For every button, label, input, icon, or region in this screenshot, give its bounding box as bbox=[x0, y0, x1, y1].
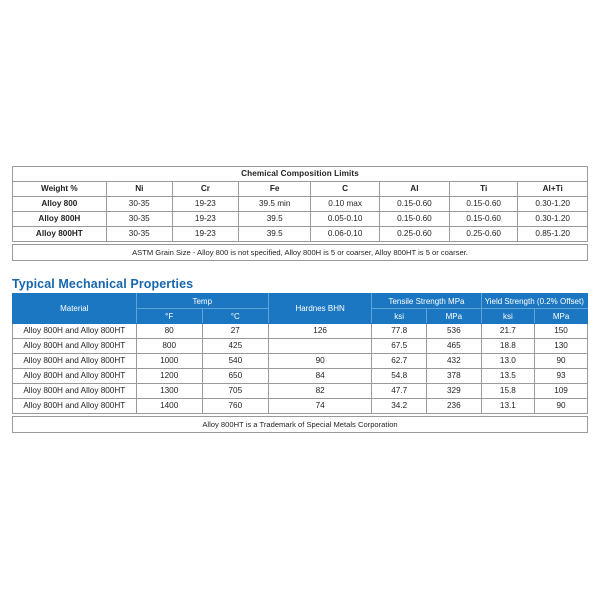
mechanical-cell-temp-c: 27 bbox=[202, 324, 268, 339]
chemical-cell-fe: 39.5 bbox=[238, 227, 310, 242]
chemical-cell-material: Alloy 800H bbox=[13, 212, 107, 227]
mechanical-subcol-yield-ksi: ksi bbox=[481, 309, 534, 324]
mechanical-col-hardness: Hardnes BHN bbox=[268, 294, 372, 324]
table-row bbox=[13, 324, 588, 339]
chemical-banner-title: Chemical Composition Limits bbox=[13, 167, 588, 182]
mechanical-cell-temp-c: 760 bbox=[202, 399, 268, 414]
mechanical-col-tensile: Tensile Strength MPa bbox=[372, 294, 481, 309]
mechanical-cell-temp-c: 425 bbox=[202, 339, 268, 354]
mechanical-cell-yield-ksi: 13.5 bbox=[481, 369, 534, 384]
mechanical-cell-material: Alloy 800H and Alloy 800HT bbox=[13, 324, 137, 339]
table-row bbox=[13, 384, 588, 399]
mechanical-cell-tensile-mpa: 465 bbox=[427, 339, 482, 354]
mechanical-footnote-row bbox=[13, 417, 588, 433]
chemical-cell-ti: 0.15-0.60 bbox=[449, 212, 517, 227]
chemical-cell-fe: 39.5 min bbox=[238, 197, 310, 212]
mechanical-cell-temp-c: 705 bbox=[202, 384, 268, 399]
chemical-footnote-row bbox=[13, 245, 588, 261]
chemical-cell-cr: 19-23 bbox=[172, 197, 238, 212]
mechanical-cell-temp-c: 540 bbox=[202, 354, 268, 369]
chemical-cell-al: 0.25-0.60 bbox=[379, 227, 449, 242]
mechanical-cell-tensile-ksi: 67.5 bbox=[372, 339, 427, 354]
chemical-col-ti: Ti bbox=[449, 182, 517, 197]
mechanical-cell-yield-mpa: 90 bbox=[535, 354, 588, 369]
mechanical-cell-yield-mpa: 130 bbox=[535, 339, 588, 354]
mechanical-properties-table bbox=[12, 293, 588, 433]
mechanical-cell-tensile-mpa: 536 bbox=[427, 324, 482, 339]
chemical-col-ni: Ni bbox=[106, 182, 172, 197]
mechanical-cell-yield-mpa: 150 bbox=[535, 324, 588, 339]
mechanical-properties-section bbox=[12, 277, 588, 433]
mechanical-cell-hardness: 84 bbox=[268, 369, 372, 384]
chemical-cell-c: 0.06-0.10 bbox=[311, 227, 379, 242]
mechanical-cell-tensile-mpa: 378 bbox=[427, 369, 482, 384]
chemical-col-weight: Weight % bbox=[13, 182, 107, 197]
chemical-cell-ti: 0.25-0.60 bbox=[449, 227, 517, 242]
chemical-cell-ni: 30-35 bbox=[106, 197, 172, 212]
table-row bbox=[13, 227, 588, 242]
chemical-composition-table bbox=[12, 166, 588, 261]
mechanical-cell-hardness: 82 bbox=[268, 384, 372, 399]
mechanical-subcol-temp-c: °C bbox=[202, 309, 268, 324]
mechanical-cell-temp-c: 650 bbox=[202, 369, 268, 384]
chemical-cell-cr: 19-23 bbox=[172, 212, 238, 227]
mechanical-cell-material: Alloy 800H and Alloy 800HT bbox=[13, 399, 137, 414]
mechanical-cell-material: Alloy 800H and Alloy 800HT bbox=[13, 384, 137, 399]
mechanical-cell-tensile-ksi: 47.7 bbox=[372, 384, 427, 399]
table-row bbox=[13, 339, 588, 354]
page-title: Typical Mechanical Properties bbox=[12, 277, 194, 291]
chemical-cell-ti: 0.15-0.60 bbox=[449, 197, 517, 212]
mechanical-cell-material: Alloy 800H and Alloy 800HT bbox=[13, 354, 137, 369]
chemical-footnote: ASTM Grain Size - Alloy 800 is not specified, Alloy 800H is 5 or coarser, Alloy 800HT is 5 or coarser. bbox=[13, 245, 588, 261]
chemical-cell-material: Alloy 800HT bbox=[13, 227, 107, 242]
mechanical-cell-material: Alloy 800H and Alloy 800HT bbox=[13, 339, 137, 354]
chemical-col-fe: Fe bbox=[238, 182, 310, 197]
mechanical-cell-material: Alloy 800H and Alloy 800HT bbox=[13, 369, 137, 384]
mechanical-subcol-temp-f: °F bbox=[136, 309, 202, 324]
mechanical-col-material: Material bbox=[13, 294, 137, 324]
mechanical-cell-hardness bbox=[268, 339, 372, 354]
mechanical-cell-tensile-mpa: 236 bbox=[427, 399, 482, 414]
chemical-cell-c: 0.05-0.10 bbox=[311, 212, 379, 227]
mechanical-subcol-yield-mpa: MPa bbox=[535, 309, 588, 324]
mechanical-cell-tensile-ksi: 34.2 bbox=[372, 399, 427, 414]
chemical-cell-al: 0.15-0.60 bbox=[379, 212, 449, 227]
mechanical-cell-temp-f: 80 bbox=[136, 324, 202, 339]
mechanical-cell-tensile-mpa: 432 bbox=[427, 354, 482, 369]
chemical-col-alti: Al+Ti bbox=[518, 182, 588, 197]
mechanical-cell-hardness: 126 bbox=[268, 324, 372, 339]
mechanical-group-header-row bbox=[13, 294, 588, 309]
table-row bbox=[13, 212, 588, 227]
chemical-cell-ni: 30-35 bbox=[106, 212, 172, 227]
table-row bbox=[13, 399, 588, 414]
mechanical-cell-tensile-ksi: 54.8 bbox=[372, 369, 427, 384]
chemical-col-al: Al bbox=[379, 182, 449, 197]
mechanical-cell-yield-mpa: 90 bbox=[535, 399, 588, 414]
chemical-cell-alti: 0.30-1.20 bbox=[518, 197, 588, 212]
chemical-cell-ni: 30-35 bbox=[106, 227, 172, 242]
table-row bbox=[13, 369, 588, 384]
mechanical-cell-temp-f: 800 bbox=[136, 339, 202, 354]
mechanical-subcol-tensile-mpa: MPa bbox=[427, 309, 482, 324]
mechanical-subcol-tensile-ksi: ksi bbox=[372, 309, 427, 324]
mechanical-cell-tensile-mpa: 329 bbox=[427, 384, 482, 399]
mechanical-cell-yield-ksi: 18.8 bbox=[481, 339, 534, 354]
mechanical-cell-hardness: 74 bbox=[268, 399, 372, 414]
chemical-cell-alti: 0.85-1.20 bbox=[518, 227, 588, 242]
mechanical-cell-yield-ksi: 13.0 bbox=[481, 354, 534, 369]
chemical-col-c: C bbox=[311, 182, 379, 197]
mechanical-cell-temp-f: 1400 bbox=[136, 399, 202, 414]
mechanical-cell-temp-f: 1000 bbox=[136, 354, 202, 369]
mechanical-cell-yield-mpa: 93 bbox=[535, 369, 588, 384]
chemical-cell-c: 0.10 max bbox=[311, 197, 379, 212]
chemical-cell-fe: 39.5 bbox=[238, 212, 310, 227]
mechanical-cell-temp-f: 1200 bbox=[136, 369, 202, 384]
table-row bbox=[13, 197, 588, 212]
mechanical-col-yield: Yield Strength (0.2% Offset) bbox=[481, 294, 587, 309]
mechanical-cell-yield-ksi: 15.8 bbox=[481, 384, 534, 399]
mechanical-cell-temp-f: 1300 bbox=[136, 384, 202, 399]
mechanical-cell-hardness: 90 bbox=[268, 354, 372, 369]
chemical-cell-cr: 19-23 bbox=[172, 227, 238, 242]
table-row bbox=[13, 354, 588, 369]
mechanical-cell-yield-ksi: 21.7 bbox=[481, 324, 534, 339]
chemical-banner-row bbox=[13, 167, 588, 182]
chemical-col-cr: Cr bbox=[172, 182, 238, 197]
mechanical-cell-tensile-ksi: 77.8 bbox=[372, 324, 427, 339]
chemical-composition-section bbox=[12, 166, 588, 261]
chemical-cell-alti: 0.30-1.20 bbox=[518, 212, 588, 227]
chemical-cell-material: Alloy 800 bbox=[13, 197, 107, 212]
mechanical-cell-tensile-ksi: 62.7 bbox=[372, 354, 427, 369]
mechanical-footnote: Alloy 800HT is a Trademark of Special Metals Corporation bbox=[13, 417, 588, 433]
mechanical-col-temp: Temp bbox=[136, 294, 268, 309]
mechanical-cell-yield-ksi: 13.1 bbox=[481, 399, 534, 414]
mechanical-cell-yield-mpa: 109 bbox=[535, 384, 588, 399]
chemical-cell-al: 0.15-0.60 bbox=[379, 197, 449, 212]
chemical-header-row bbox=[13, 182, 588, 197]
